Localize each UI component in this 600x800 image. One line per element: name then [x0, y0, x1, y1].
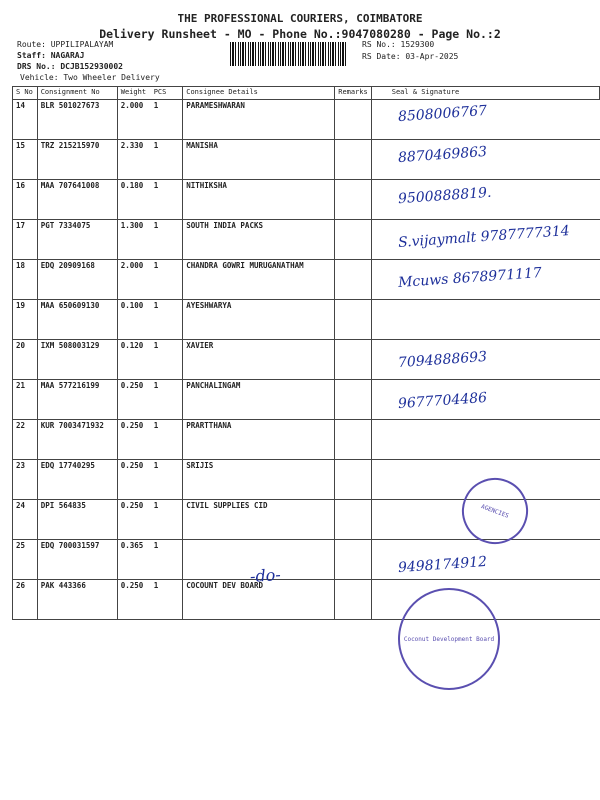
- weight: 0.120: [117, 340, 150, 380]
- s-no: 20: [13, 340, 38, 380]
- weight: 2.000: [117, 260, 150, 300]
- weight: 0.250: [117, 420, 150, 460]
- pcs: 1: [151, 220, 183, 260]
- s-no: 24: [13, 500, 38, 540]
- consignee: CHANDRA GOWRI MURUGANATHAM: [183, 260, 335, 300]
- s-no: 19: [13, 300, 38, 340]
- handwritten-note: S.vijaymalt 9787777314: [397, 223, 571, 251]
- col-pcs: PCS: [151, 87, 183, 100]
- consignment-no: PGT 7334075: [37, 220, 117, 260]
- remarks: [335, 340, 372, 380]
- handwritten-note: 9500888819.: [397, 184, 492, 208]
- s-no: 25: [13, 540, 38, 580]
- s-no: 16: [13, 180, 38, 220]
- weight: 0.100: [117, 300, 150, 340]
- pcs: 1: [151, 460, 183, 500]
- table-row: [13, 340, 600, 380]
- pcs: 1: [151, 580, 183, 620]
- pcs: 1: [151, 300, 183, 340]
- weight: 2.330: [117, 140, 150, 180]
- table-row: [13, 540, 600, 580]
- weight: 1.300: [117, 220, 150, 260]
- consignee: PARAMESHWARAN: [183, 100, 335, 140]
- handwritten-note: Mcuws 8678971117: [397, 265, 543, 291]
- s-no: 15: [13, 140, 38, 180]
- barcode: [230, 42, 348, 66]
- pcs: 1: [151, 180, 183, 220]
- remarks: [335, 180, 372, 220]
- consignment-no: BLR 501027673: [37, 100, 117, 140]
- weight: 0.250: [117, 580, 150, 620]
- table-row: [13, 100, 600, 140]
- consignment-no: KUR 7003471932: [37, 420, 117, 460]
- consignment-no: MAA 577216199: [37, 380, 117, 420]
- remarks: [335, 540, 372, 580]
- table-row: [13, 180, 600, 220]
- pcs: 1: [151, 140, 183, 180]
- weight: 2.000: [117, 100, 150, 140]
- s-no: 22: [13, 420, 38, 460]
- remarks: [335, 300, 372, 340]
- consignee: CIVIL SUPPLIES CID: [183, 500, 335, 540]
- remarks: [335, 580, 372, 620]
- consignment-no: MAA 707641008: [37, 180, 117, 220]
- weight: 0.250: [117, 380, 150, 420]
- col-consignee: Consignee Details: [183, 87, 335, 100]
- runsheet-table: [12, 86, 600, 620]
- col-consignment: Consignment No: [37, 87, 117, 100]
- consignee: AYESHWARYA: [183, 300, 335, 340]
- pcs: 1: [151, 340, 183, 380]
- consignee: SRIJIS: [183, 460, 335, 500]
- consignee: NITHIKSHA: [183, 180, 335, 220]
- s-no: 17: [13, 220, 38, 260]
- consignee: PRARTTHANA: [183, 420, 335, 460]
- drs-number: DRS No.: DCJB152930002: [17, 62, 123, 71]
- pcs: 1: [151, 420, 183, 460]
- consignment-no: EDQ 17740295: [37, 460, 117, 500]
- s-no: 14: [13, 100, 38, 140]
- s-no: 21: [13, 380, 38, 420]
- pcs: 1: [151, 540, 183, 580]
- board-seal: [398, 588, 500, 690]
- ditto-mark: -do-: [249, 564, 282, 587]
- s-no: 18: [13, 260, 38, 300]
- staff: Staff: NAGARAJ: [17, 51, 85, 60]
- remarks: [335, 100, 372, 140]
- table-row: [13, 380, 600, 420]
- pcs: 1: [151, 260, 183, 300]
- table-row: [13, 420, 600, 460]
- pcs: 1: [151, 500, 183, 540]
- rs-number: RS No.: 1529300: [362, 40, 435, 49]
- consignee: MANISHA: [183, 140, 335, 180]
- signature: [371, 300, 599, 340]
- route: Route: UPPILIPALAYAM: [17, 40, 114, 49]
- rs-date: RS Date: 03-Apr-2025: [362, 52, 459, 61]
- consignee: PANCHALINGAM: [183, 380, 335, 420]
- consignment-no: MAA 650609130: [37, 300, 117, 340]
- pcs: 1: [151, 380, 183, 420]
- remarks: [335, 260, 372, 300]
- consignee: XAVIER: [183, 340, 335, 380]
- weight: 0.180: [117, 180, 150, 220]
- col-sno: S No: [13, 87, 38, 100]
- vehicle: Vehicle: Two Wheeler Delivery: [20, 73, 160, 82]
- table-row: [13, 300, 600, 340]
- weight: 0.250: [117, 500, 150, 540]
- remarks: [335, 460, 372, 500]
- remarks: [335, 220, 372, 260]
- remarks: [335, 500, 372, 540]
- s-no: 23: [13, 460, 38, 500]
- col-remarks: Remarks: [335, 87, 372, 100]
- col-weight: Weight: [117, 87, 150, 100]
- remarks: [335, 420, 372, 460]
- stamp-text: AGENCIES: [480, 502, 510, 520]
- consignment-no: TRZ 215215970: [37, 140, 117, 180]
- consignment-no: DPI 564835: [37, 500, 117, 540]
- consignment-no: EDQ 700031597: [37, 540, 117, 580]
- weight: 0.250: [117, 460, 150, 500]
- table-row: [13, 140, 600, 180]
- handwritten-note: 7094888693: [397, 348, 488, 372]
- weight: 0.365: [117, 540, 150, 580]
- handwritten-note: 8508006767: [397, 102, 488, 126]
- company-title: THE PROFESSIONAL COURIERS, COIMBATORE: [177, 12, 423, 25]
- handwritten-note: 8870469863: [397, 143, 488, 167]
- remarks: [335, 380, 372, 420]
- consignee: COCOUNT DEV BOARD: [183, 580, 335, 620]
- pcs: 1: [151, 100, 183, 140]
- handwritten-note: 9677704486: [397, 389, 488, 413]
- handwritten-note: 9498174912: [397, 553, 488, 577]
- table-row: [13, 580, 600, 620]
- consignment-no: IXM 508003129: [37, 340, 117, 380]
- seal-text: Coconut Development Board: [403, 635, 495, 643]
- signature: [371, 420, 599, 460]
- s-no: 26: [13, 580, 38, 620]
- consignment-no: PAK 443366: [37, 580, 117, 620]
- runsheet-subtitle: Delivery Runsheet - MO - Phone No.:9047080280 - Page No.:2: [99, 27, 501, 41]
- consignee: SOUTH INDIA PACKS: [183, 220, 335, 260]
- remarks: [335, 140, 372, 180]
- consignment-no: EDQ 20909168: [37, 260, 117, 300]
- col-signature: Seal & Signature: [371, 87, 599, 100]
